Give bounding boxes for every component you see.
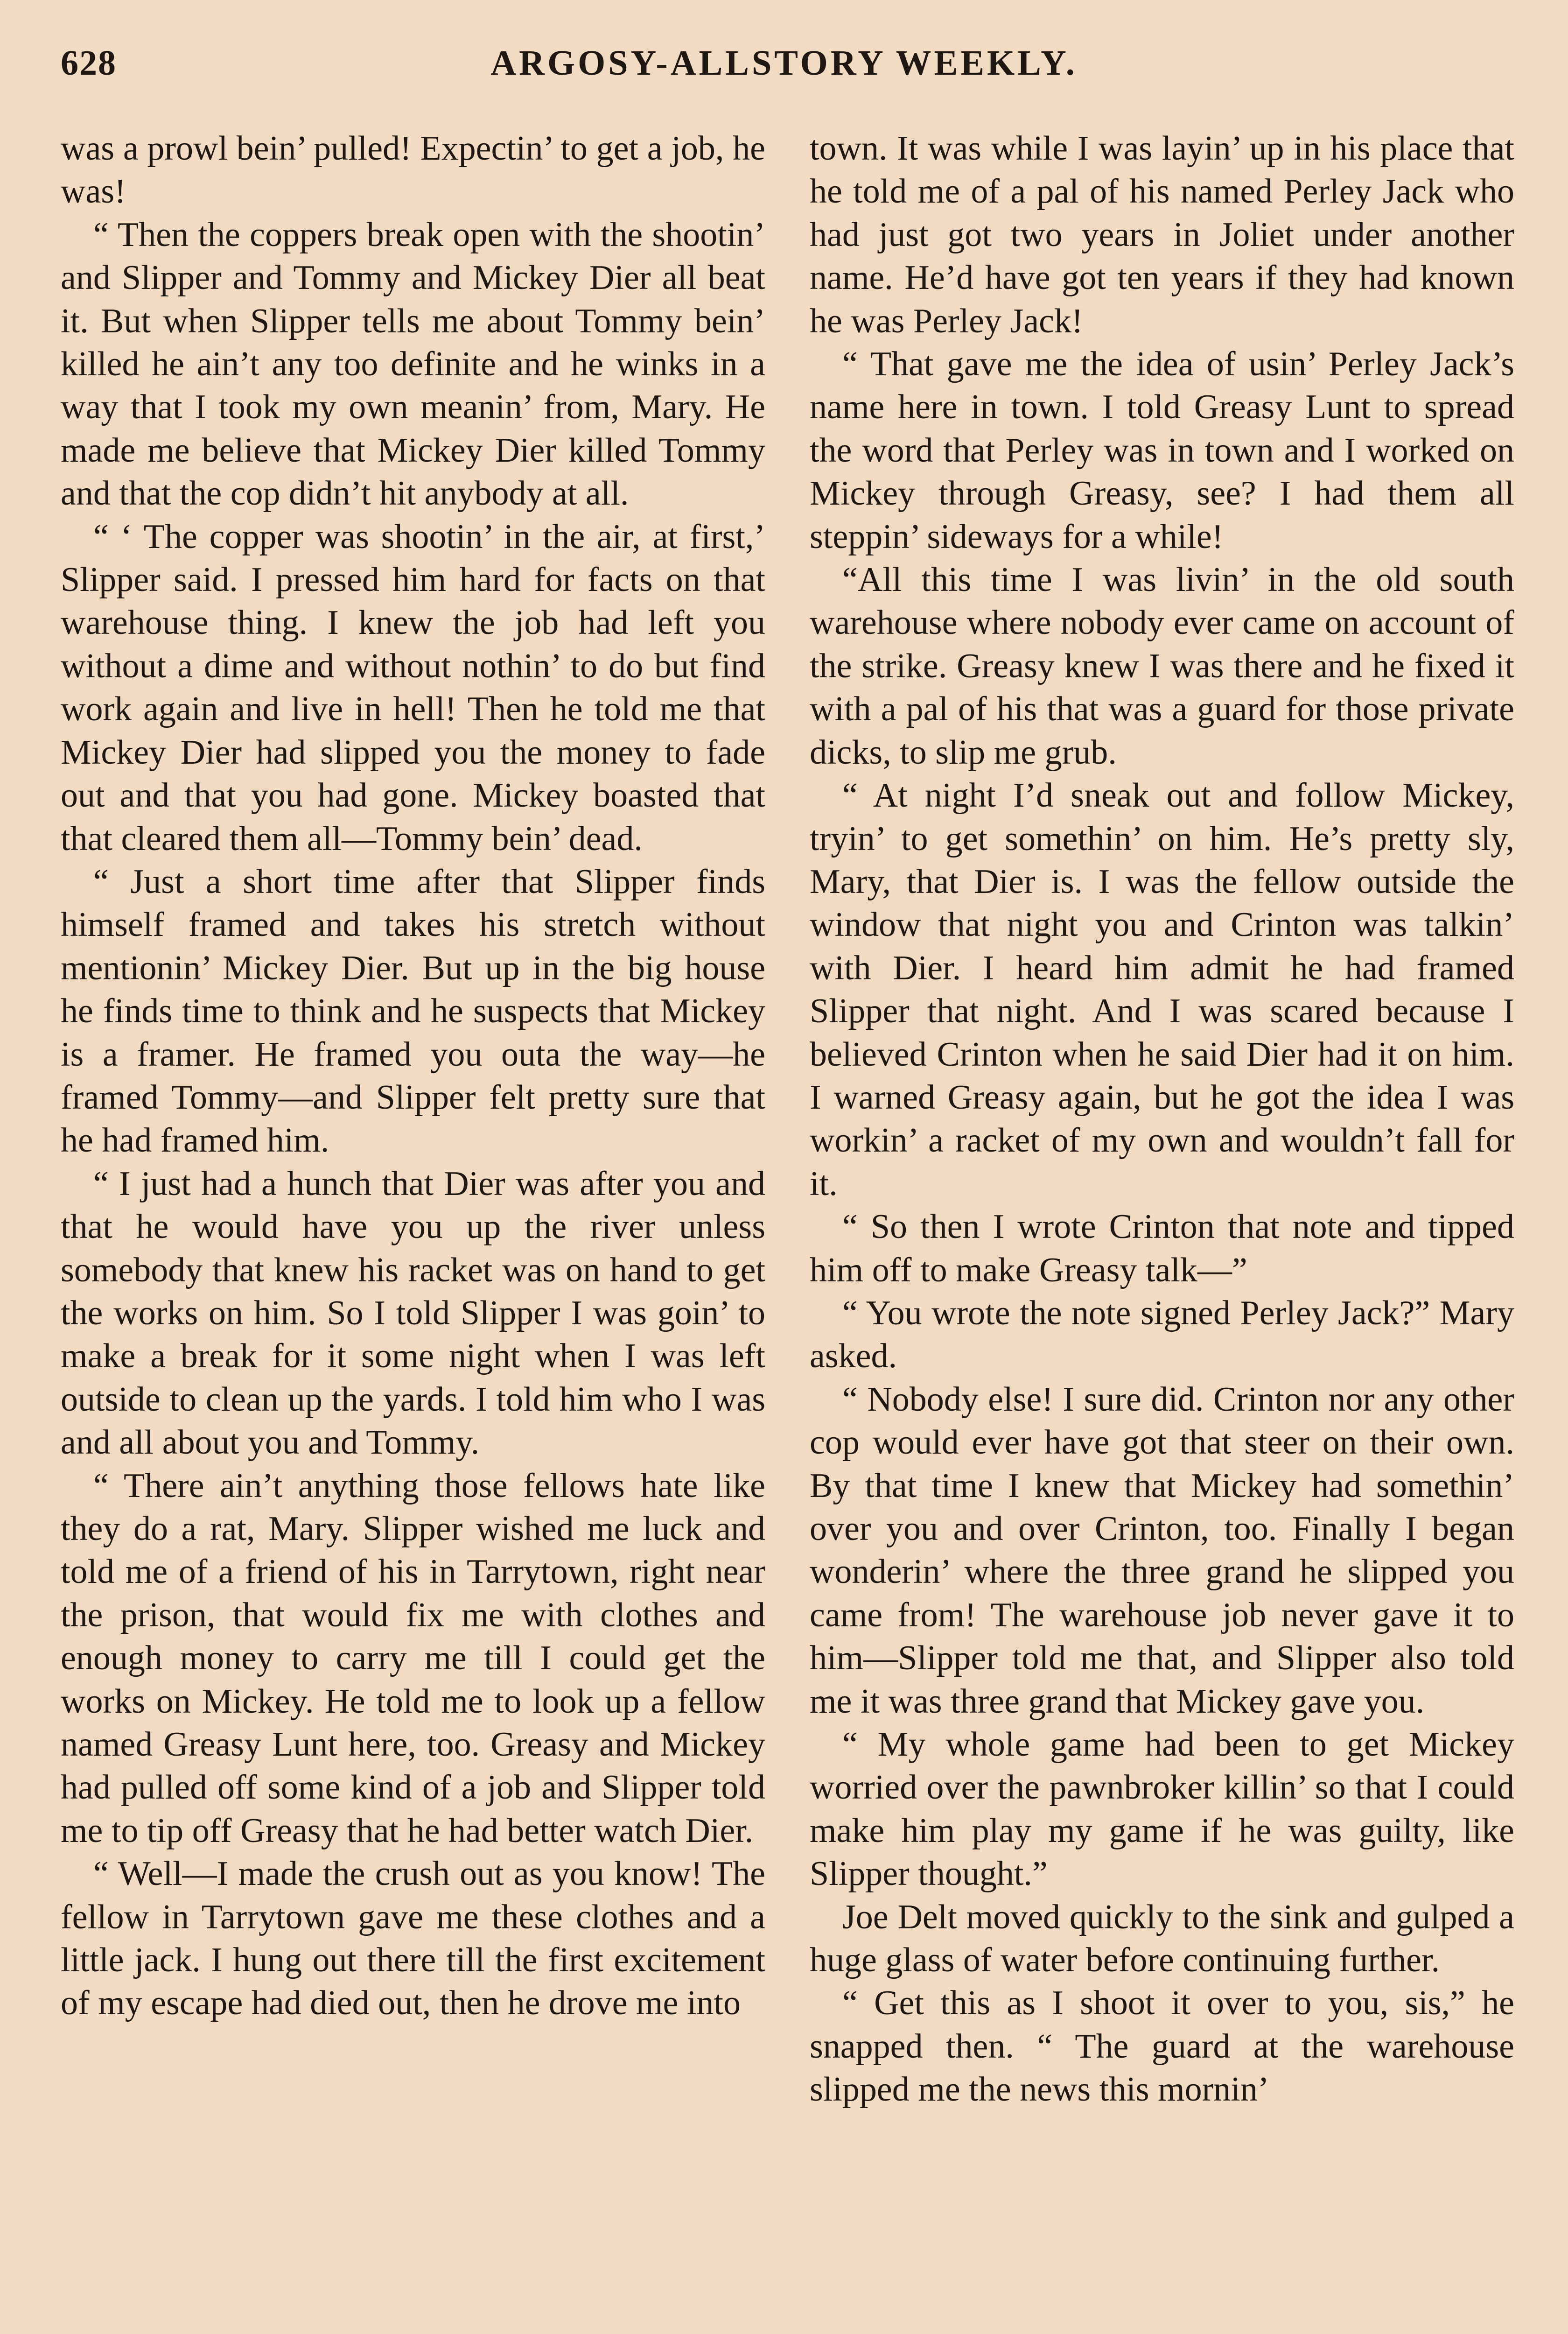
running-title: ARGOSY-ALLSTORY WEEKLY. — [490, 43, 1078, 83]
paragraph: “ Then the coppers break open with the shootin’ and Slipper and Tommy and Mickey Dier all beat it. But when Slipper tells me about Tommy bein’ killed he ain’t any too definite and he winks in a way that I took my own meanin’ from, Mary. He made me believe that Mickey Dier killed Tommy and that the cop didn’t hit anybody at all. — [61, 215, 765, 513]
paragraph: Joe Delt moved quickly to the sink and gulped a huge glass of water before continuing further. — [810, 1898, 1514, 1980]
paragraph: “ My whole game had been to get Mickey worried over the pawnbroker killin’ so that I could make him play my game if he was guilty, like Slipper thought.” — [810, 1725, 1514, 1893]
paragraph: “ I just had a hunch that Dier was after you and that he would have you up the river unless somebody that knew his racket was on hand to get the works on him. So I told Slipper I was goin’ to make a break for it some night when I was left outside to clean up the yards. I told him who I was and all about you and Tommy. — [61, 1164, 765, 1462]
paragraph: “ Well—I made the crush out as you know! The fellow in Tarrytown gave me these clothes and a little jack. I hung out there till the first excitement of my escape had died out, then he drove me into — [61, 1855, 765, 2023]
paragraph: “ At night I’d sneak out and follow Mickey, tryin’ to get somethin’ on him. He’s pretty sly, Mary, that Dier is. I was the fellow outside the window that night you and Crinton was talkin’ with Dier. I heard him admit he had framed Slipper that night. And I was scared because I believed Crinton when he said Dier had it on him. I warned Greasy again, but he got the idea I was workin’ a racket of my own and wouldn’t fall for it. — [810, 776, 1514, 1203]
paragraph: “ ‘ The copper was shootin’ in the air, at first,’ Slipper said. I pressed him hard for facts on that warehouse thing. I knew the job had left you without a dime and without nothin’ to do but find work again and live in hell! Then he told me that Mickey Dier had slipped you the money to fade out and that you had gone. Mickey boasted that that cleared them all—Tommy bein’ dead. — [61, 517, 765, 858]
paragraph: “ Get this as I shoot it over to you, sis,” he snapped then. “ The guard at the warehouse slipped me the news this mornin’ — [810, 1984, 1514, 2109]
paragraph: “ There ain’t anything those fellows hate like they do a rat, Mary. Slipper wished me luck and told me of a friend of his in Tarrytown, right near the prison, that would fix me with clothes and enough money to carry me till I could get the works on Mickey. He told me to look up a fellow named Greasy Lunt here, too. Greasy and Mickey had pulled off some kind of a job and Slipper told me to tip off Greasy that he had better watch Dier. — [61, 1466, 765, 1850]
paragraph: “ So then I wrote Crinton that note and tipped him off to make Greasy talk—” — [810, 1208, 1514, 1289]
right-column — [810, 127, 1514, 2111]
left-column — [61, 127, 765, 2025]
paragraph: “ Nobody else! I sure did. Crinton nor any other cop would ever have got that steer on their own. By that time I knew that Mickey had somethin’ over you and over Crinton, too. Finally I began wonderin’ where the three grand he slipped you came from! The warehouse job never gave it to him—Slipper told me that, and Slipper also told me it was three grand that Mickey gave you. — [810, 1380, 1514, 1721]
page-number: 628 — [61, 43, 117, 83]
paragraph: was a prowl bein’ pulled! Expectin’ to get a job, he was! — [61, 129, 765, 211]
paragraph: town. It was while I was layin’ up in his place that he told me of a pal of his named Perley Jack who had just got two years in Joliet under another name. He’d have got ten years if they had known he was Perley Jack! — [810, 129, 1514, 340]
paragraph: “ You wrote the note signed Perley Jack?” Mary asked. — [810, 1294, 1514, 1376]
page-header — [61, 43, 1507, 94]
paragraph: “ Just a short time after that Slipper finds himself framed and takes his stretch without mentionin’ Mickey Dier. But up in the big house he finds time to think and he suspects that Mickey is a framer. He framed you outa the way—he framed Tommy—and Slipper felt pretty sure that he had framed him. — [61, 862, 765, 1160]
paragraph: “All this time I was livin’ in the old south warehouse where nobody ever came on account of the strike. Greasy knew I was there and he fixed it with a pal of his that was a guard for those private dicks, to slip me grub. — [810, 561, 1514, 772]
paragraph: “ That gave me the idea of usin’ Perley Jack’s name here in town. I told Greasy Lunt to spread the word that Perley was in town and I worked on Mickey through Greasy, see? I had them all steppin’ sideways for a while! — [810, 345, 1514, 556]
